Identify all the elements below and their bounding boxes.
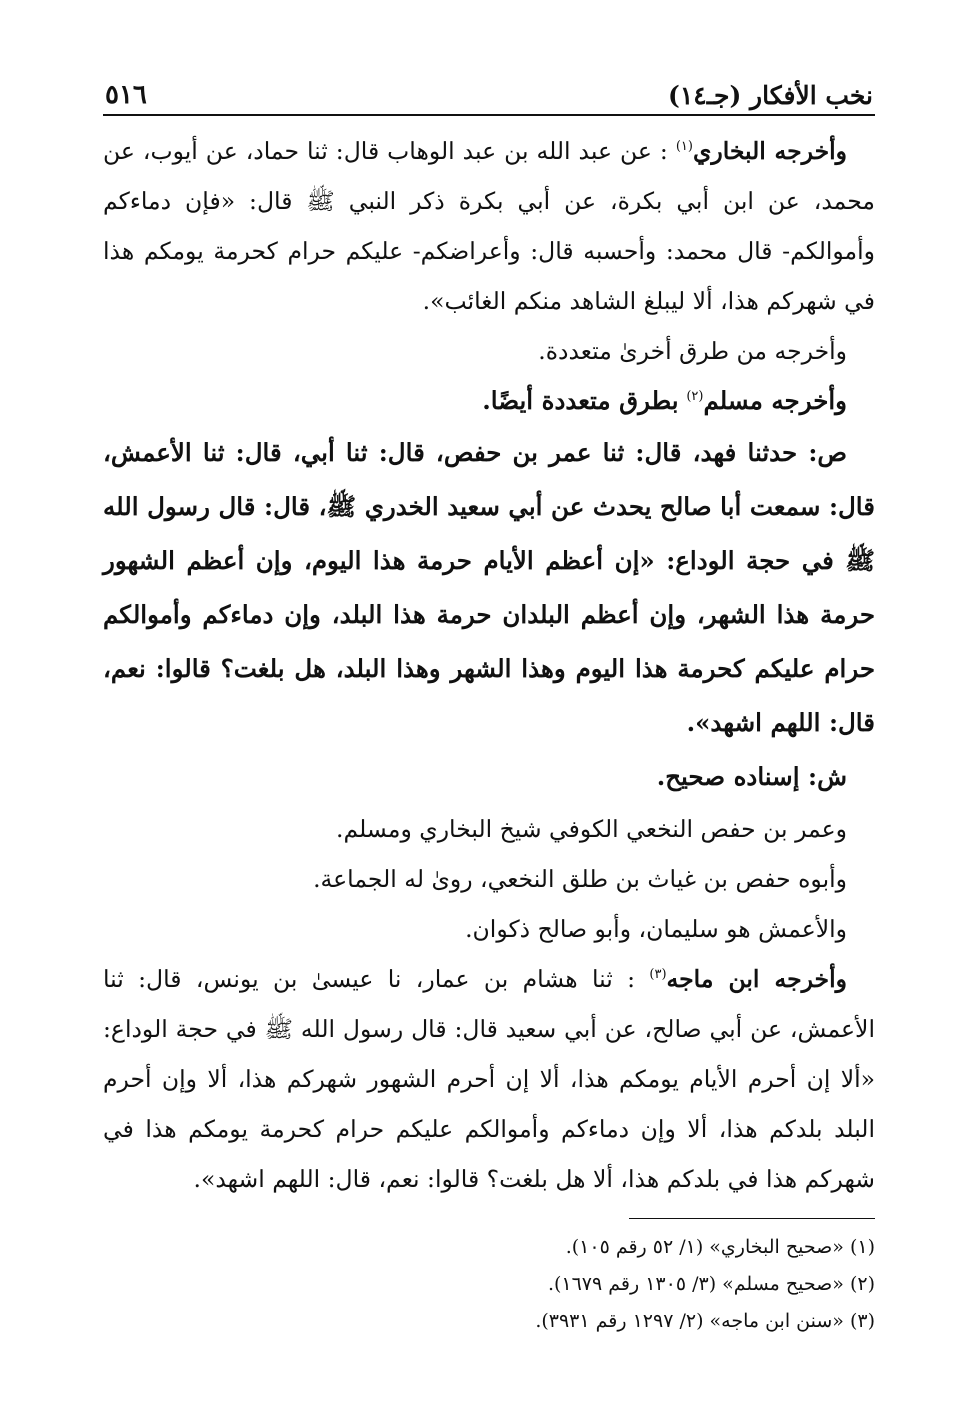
paragraph-text: وعمر بن حفص النخعي الكوفي شيخ البخاري ومسلم.	[336, 815, 847, 843]
paragraph-ibn-majah	[103, 954, 875, 1204]
footnote-item: (٢) «صحيح مسلم» (٣/ ١٣٠٥ رقم ١٦٧٩).	[547, 1273, 875, 1295]
paragraph-other-routes	[103, 326, 875, 376]
footnote-ref: (٣)	[649, 967, 667, 983]
paragraph-text: وأبوه حفص بن غياث بن طلق النخعي، روىٰ له الجماعة.	[313, 865, 847, 893]
paragraph-text: : ثنا هشام بن عمار، نا عيسىٰ بن يونس، قال: ثنا الأعمش، عن أبي صالح، عن أبي سعيد قال: قال رسول الله ﷺ في حجة الوداع: «ألا إن أحرم الأيام يومكم هذا، ألا إن أحرم الشهور شهركم هذا، ألا وإن أحرم البلد بلدكم هذا، ألا وإن دماءكم وأموالكم عليكم حرام كحرمة يومكم هذا في شهركم هذا في بلدكم هذا، ألا هل بلغت؟ قالوا: نعم، قال: اللهم اشهد».	[103, 965, 875, 1193]
source-lead: وأخرجه ابن ماجه	[666, 965, 847, 993]
paragraph-text: والأعمش هو سليمان، وأبو صالح ذكوان.	[465, 915, 847, 943]
paragraph-commentary-heading	[103, 750, 875, 804]
footnote-ref: (٢)	[686, 388, 704, 404]
paragraph-muslim	[103, 376, 875, 426]
paragraph-text: وأخرجه من طرق أخرىٰ متعددة.	[538, 337, 847, 365]
main-text	[103, 126, 875, 1204]
paragraph-bukhari	[103, 126, 875, 326]
footnote-item: (١) «صحيح البخاري» (١/ ٥٢ رقم ١٠٥).	[565, 1236, 875, 1258]
paragraph-text: بطرق متعددة أيضًا.	[482, 386, 679, 415]
paragraph-text: : عن عبد الله بن عبد الوهاب قال: ثنا حماد، عن أيوب، عن محمد، عن ابن أبي بكرة، عن أبي بكرة ذكر النبي ﷺ قال: «فإن دماءكم وأموالكم- قال محمد: وأحسبه قال: وأعراضكم- عليكم حرام كحرمة يومكم هذا في شهركم هذا، ألا ليبلغ الشاهد منكم الغائب».	[103, 137, 875, 315]
book-title: نخب الأفكار (جـ١٤)	[667, 81, 873, 110]
page-number: ٥١٦	[105, 80, 147, 110]
source-lead: وأخرجه مسلم	[703, 386, 847, 415]
page-header	[103, 70, 875, 116]
paragraph-text: ش: إسناده صحيح.	[656, 762, 847, 791]
footnote-ref: (١)	[675, 139, 693, 155]
paragraph-text: ص: حدثنا فهد، قال: ثنا عمر بن حفص، قال: ثنا أبي، قال: ثنا الأعمش، قال: سمعت أبا صالح يحدث عن أبي سعيد الخدري ﷺ، قال: قال رسول الله ﷺ في حجة الوداع: «إن أعظم الأيام حرمة هذا اليوم، وإن أعظم الشهور حرمة هذا الشهر، وإن أعظم البلدان حرمة هذا البلد، وإن دماءكم وأموالكم حرام عليكم كحرمة هذا اليوم وهذا الشهر وهذا البلد، هل بلغت؟ قالوا: نعم، قال: اللهم اشهد».	[103, 438, 875, 737]
paragraph-hadith-text	[103, 426, 875, 750]
paragraph-narrator-1	[103, 804, 875, 854]
paragraph-narrator-3	[103, 904, 875, 954]
footnote-divider	[629, 1218, 875, 1219]
footnotes	[103, 1229, 875, 1340]
source-lead: وأخرجه البخاري	[692, 137, 848, 165]
paragraph-narrator-2	[103, 854, 875, 904]
footnote-item: (٣) «سنن ابن ماجه» (٢/ ١٢٩٧ رقم ٣٩٣١).	[535, 1310, 875, 1332]
book-page	[103, 70, 875, 1370]
